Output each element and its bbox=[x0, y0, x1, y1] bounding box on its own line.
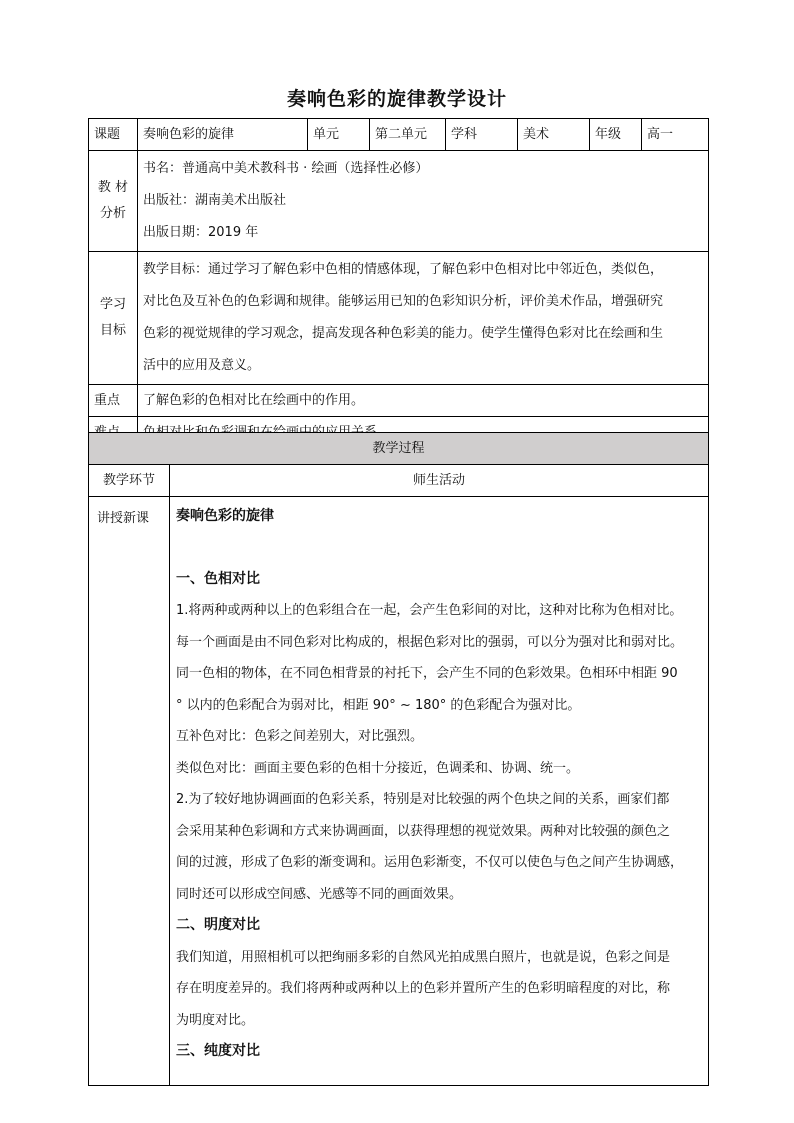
grade-label: 年级 bbox=[590, 119, 642, 151]
textbook-label bbox=[89, 151, 138, 252]
goal-content bbox=[138, 252, 709, 385]
textbook-line: 书名：普通高中美术教科书 · 绘画（选择性必修） bbox=[143, 161, 429, 176]
textbook-line: 出版日期：2019 年 bbox=[143, 225, 259, 240]
paragraph-line: ° 以内的色彩配合为弱对比，相距 90° ~ 180° 的色彩配合为强对比。 bbox=[176, 697, 581, 713]
paragraph-line: 1.将两种或两种以上的色彩组合在一起，会产生色彩间的对比，这种对比称为色相对比。 bbox=[176, 603, 683, 618]
section-title: 一、色相对比 bbox=[176, 570, 260, 587]
paragraph-line: 会采用某种色彩调和方式来协调画面，以获得理想的视觉效果。两种对比较强的颜色之 bbox=[176, 823, 671, 839]
paragraph-line: 为明度对比。 bbox=[176, 1012, 255, 1028]
activity-column-header: 师生活动 bbox=[170, 465, 709, 497]
textbook-label-line: 教 材 bbox=[97, 180, 129, 195]
paragraph-line: 间的过渡，形成了色彩的渐变调和。运用色彩渐变，不仅可以使色与色之间产生协调感， bbox=[176, 855, 684, 870]
lesson-title: 奏响色彩的旋律 bbox=[176, 508, 274, 524]
section-title: 三、纯度对比 bbox=[176, 1043, 260, 1059]
goal-line: 活中的应用及意义。 bbox=[143, 358, 261, 373]
goal-line: 色彩的视觉规律的学习观念，提高发现各种色彩美的能力。使学生懂得色彩对比在绘画和生 bbox=[143, 326, 664, 341]
subject-label: 学科 bbox=[446, 119, 518, 151]
key-point-label: 重点 bbox=[89, 385, 138, 417]
paragraph-line: 我们知道，用照相机可以把绚丽多彩的自然风光拍成黑白照片，也就是说，色彩之间是 bbox=[176, 949, 671, 965]
goal-label-line: 学习 bbox=[99, 297, 126, 312]
info-table bbox=[88, 118, 709, 449]
goal-label bbox=[89, 252, 138, 385]
textbook-line: 出版社：湖南美术出版社 bbox=[143, 193, 287, 208]
unit-label: 单元 bbox=[308, 119, 370, 151]
textbook-label-line: 分析 bbox=[99, 206, 126, 221]
unit-value: 第二单元 bbox=[370, 119, 446, 151]
process-table bbox=[88, 432, 709, 1086]
paragraph-line: 存在明度差异的。我们将两种或两种以上的色彩并置所产生的色彩明暗程度的对比，称 bbox=[176, 981, 671, 996]
page-title: 奏响色彩的旋律教学设计 bbox=[286, 88, 507, 110]
spacer bbox=[176, 533, 702, 564]
key-point-value: 了解色彩的色相对比在绘画中的作用。 bbox=[138, 385, 709, 417]
stage-name bbox=[89, 497, 170, 1086]
textbook-content bbox=[138, 151, 709, 252]
grade-value: 高一 bbox=[642, 119, 709, 151]
goal-line: 对比色及互补色的色彩调和规律。能够运用已知的色彩知识分析，评价美术作品，增强研究 bbox=[143, 294, 664, 309]
paragraph-line: 同时还可以形成空间感、光感等不同的画面效果。 bbox=[176, 886, 463, 902]
paragraph-line: 互补色对比：色彩之间差别大，对比强烈。 bbox=[176, 729, 424, 744]
stage-column-header: 教学环节 bbox=[89, 465, 170, 497]
paragraph-line: 同一色相的物体，在不同色相背景的衬托下，会产生不同的色彩效果。色相环中相距 90 bbox=[176, 666, 678, 681]
goal-label-line: 目标 bbox=[99, 323, 126, 338]
paragraph-line: 2.为了较好地协调画面的色彩关系，特别是对比较强的两个色块之间的关系，画家们都 bbox=[176, 792, 670, 807]
topic-label: 课题 bbox=[89, 119, 138, 151]
activity-content bbox=[170, 497, 709, 1086]
stage-name-text: 讲授新课 bbox=[97, 511, 150, 526]
process-header: 教学过程 bbox=[89, 433, 709, 465]
topic-value: 奏响色彩的旋律 bbox=[138, 119, 308, 151]
goal-line: 教学目标：通过学习了解色彩中色相的情感体现，了解色彩中色相对比中邻近色，类似色， bbox=[143, 262, 664, 277]
subject-value: 美术 bbox=[518, 119, 590, 151]
section-title: 二、明度对比 bbox=[176, 917, 260, 933]
paragraph-line: 每一个画面是由不同色彩对比构成的，根据色彩对比的强弱，可以分为强对比和弱对比。 bbox=[176, 634, 684, 650]
paragraph-line: 类似色对比：画面主要色彩的色相十分接近，色调柔和、协调、统一。 bbox=[176, 760, 580, 776]
